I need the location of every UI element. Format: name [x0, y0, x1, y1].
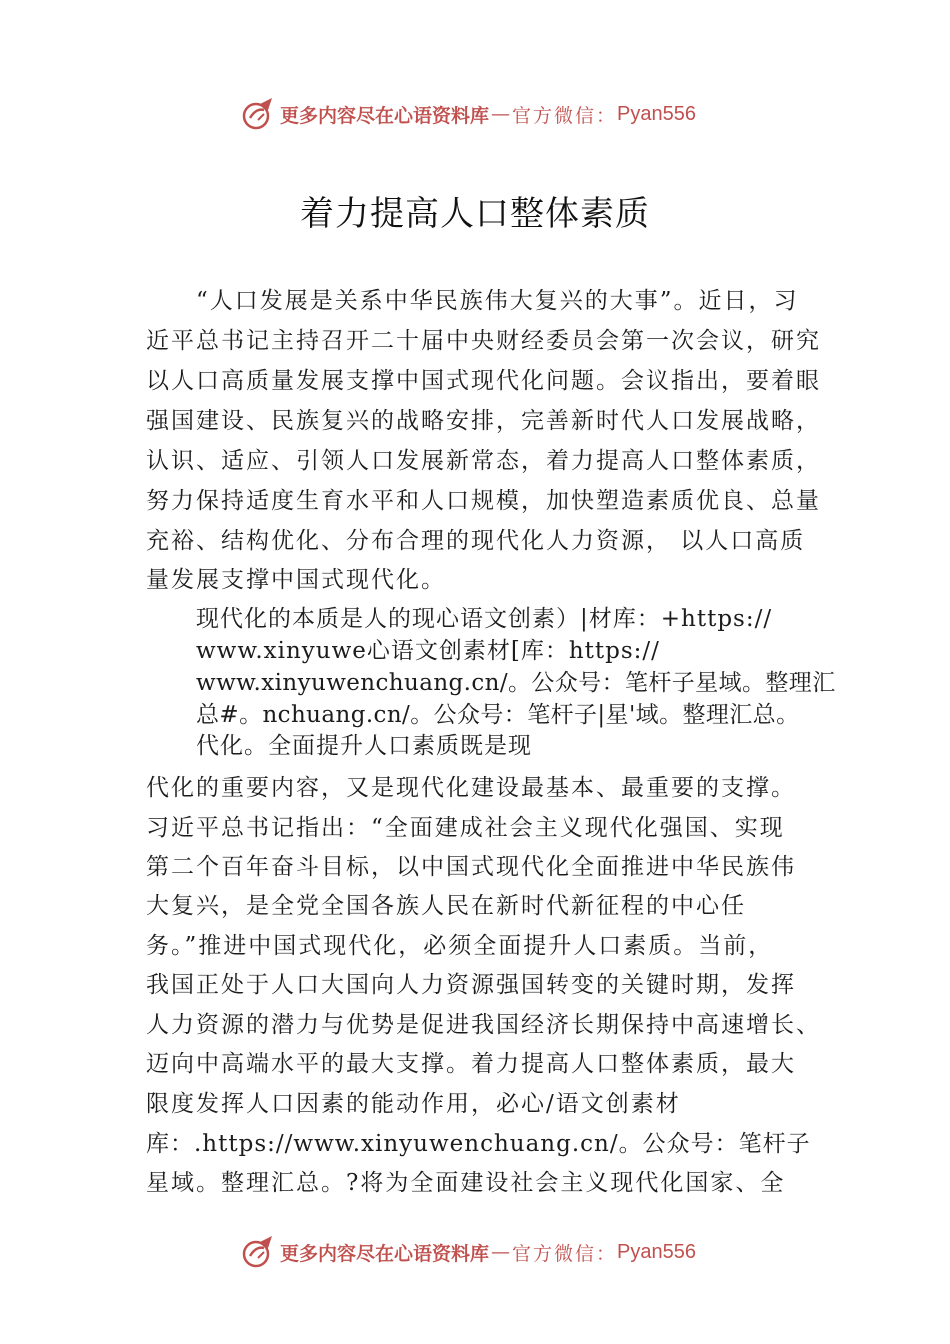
text-line: 库：.https://www.xinyuwenchuang.cn/。公众号：笔杆子 [146, 1131, 811, 1157]
banner-text: 更多内容尽在心语资料库 [280, 1242, 490, 1265]
footer-banner [240, 1232, 760, 1272]
text-line: 第二个百年奋斗目标，以中国式现代化全面推进中华民族伟 [146, 854, 796, 880]
text-line: 认识、适应、引领人口发展新常态，着力提高人口整体素质， [146, 448, 821, 474]
insert-line: www.xinyuwe心语文创素材[库：https:// [196, 638, 660, 664]
pen-logo-icon [240, 96, 276, 132]
banner-dash: — [491, 1241, 511, 1263]
insert-line: 现代化的本质是人的现心语文创素）|材库：+https:// [196, 606, 773, 632]
banner-wechat-id: Pyan556 [617, 102, 696, 125]
text-line: 大复兴，是全党全国各族人民在新时代新征程的中心任 [146, 893, 746, 919]
text-line: 人力资源的潜力与优势是促进我国经济长期保持中高速增长、 [146, 1012, 821, 1038]
text-line: 习近平总书记指出：“全面建成社会主义现代化强国、实现 [146, 815, 785, 841]
text-line: 充裕、结构优化、分布合理的现代化人力资源， 以人口高质 [146, 528, 806, 554]
insert-line: www.xinyuwenchuang.cn/。公众号：笔杆子星域。整理汇 [196, 670, 836, 696]
text-line: 迈向中高端水平的最大支撑。着力提高人口整体素质，最大 [146, 1051, 796, 1077]
text-line: 以人口高质量发展支撑中国式现代化问题。会议指出，要着眼 [146, 368, 821, 394]
banner-wechat-id: Pyan556 [617, 1240, 696, 1263]
header-banner [240, 94, 760, 134]
text-line: 限度发挥人口因素的能动作用，必心/语文创素材 [146, 1091, 681, 1117]
text-line: 近平总书记主持召开二十届中央财经委员会第一次会议，研究 [146, 328, 821, 354]
text-line: 星域。整理汇总。?将为全面建设社会主义现代化国家、全 [146, 1170, 786, 1196]
banner-dash: — [491, 103, 511, 125]
text-line: 量发展支撑中国式现代化。 [146, 567, 446, 593]
banner-text: 更多内容尽在心语资料库 [280, 104, 490, 127]
banner-wechat-label: 官方微信： [512, 1242, 618, 1265]
banner-wechat-label: 官方微信： [512, 104, 618, 127]
text-line: 务。”推进中国式现代化，必须全面提升人口素质。当前， [146, 933, 774, 959]
pen-logo-icon [240, 1234, 276, 1270]
insert-line: 代化。全面提升人口素质既是现 [196, 733, 532, 759]
text-line: “人口发展是关系中华民族伟大复兴的大事”。近日，习 [196, 288, 799, 314]
text-line: 强国建设、民族复兴的战略安排，完善新时代人口发展战略， [146, 408, 821, 434]
page-title: 着力提高人口整体素质 [300, 194, 650, 234]
insert-line: 总#。nchuang.cn/。公众号：笔杆子|星'域。整理汇总。 [196, 702, 800, 728]
text-line: 努力保持适度生育水平和人口规模，加快塑造素质优良、总量 [146, 488, 821, 514]
text-line: 代化的重要内容，又是现代化建设最基本、最重要的支撑。 [146, 775, 796, 801]
text-line: 我国正处于人口大国向人力资源强国转变的关键时期，发挥 [146, 972, 796, 998]
